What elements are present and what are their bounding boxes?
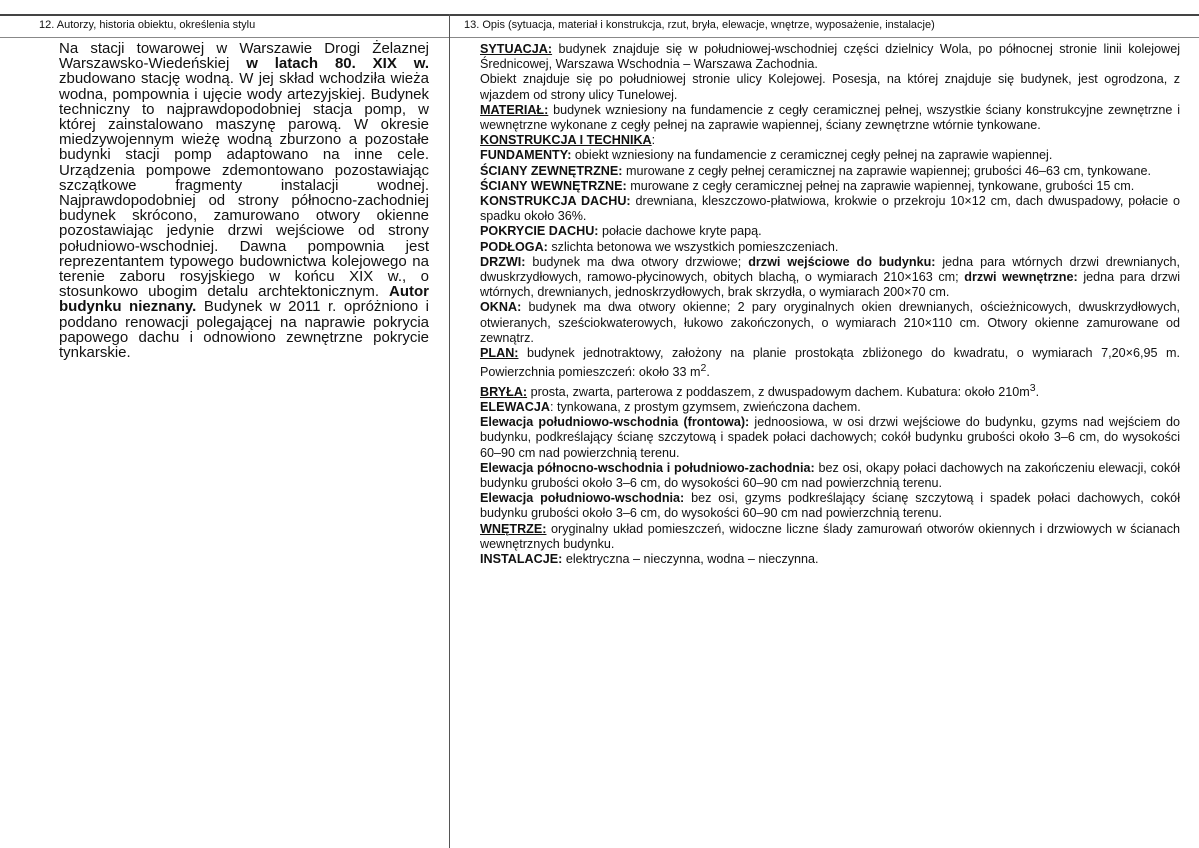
history-text	[59, 41, 429, 360]
right-header-separator	[450, 37, 1199, 38]
podloga-label: PODŁOGA:	[480, 239, 548, 254]
podloga-text: szlichta betonowa we wszystkich pomieszczeniach.	[547, 239, 839, 254]
column-divider	[449, 14, 450, 848]
pokrycie-label: POKRYCIE DACHU:	[480, 224, 599, 239]
bryla-superscript: 3	[1029, 381, 1036, 394]
instalacje-paragraph	[480, 552, 1180, 567]
description-text	[480, 42, 1180, 567]
top-border	[0, 14, 1199, 16]
plan-text: budynek jednotraktowy, założony na planie prostokąta zbliżonego do kwadratu, o wymiarach 7,20×6,95 m. Powierzchnia pomieszczeń: około 33 m	[480, 346, 1180, 380]
bold-author: Autor budynku nieznany.	[59, 283, 429, 316]
elewacja-pd2-paragraph	[480, 491, 1180, 521]
drzwi-text: budynek ma dwa otwory drzwiowe;	[525, 254, 749, 269]
elewacja-pd-wsch-text: jednoosiowa, w osi drzwi wejściowe do budynku, gzyms nad wejściem do budynku, podkreślający ścianę szczytową i spadek połaci dachowych; cokół budynku grubości około 3–6 cm, do wysokości 60–90 cm nad powierzchnią terenu.	[480, 415, 1180, 460]
left-header-separator	[0, 37, 449, 38]
elewacja-pd2-text: bez osi, gzyms podkreślający ścianę szczytową i spadek połaci dachowych, cokół budynku grubości około 3–6 cm, do wysokości 60–90 cm nad powierzchnią terenu.	[480, 491, 1180, 521]
sciany-wew-paragraph	[480, 179, 1180, 194]
elewacja-pn-label: Elewacja północno-wschodnia i południowo-zachodnia:	[480, 460, 815, 475]
sytuacja-label: SYTUACJA:	[480, 42, 553, 56]
drzwi-wew-label: drzwi wewnętrzne:	[964, 270, 1078, 285]
sciany-wew-label: ŚCIANY WEWNĘTRZNE:	[480, 178, 627, 193]
plan-superscript: 2	[700, 362, 707, 375]
bold-date: w latach 80. XIX w.	[246, 55, 429, 73]
instalacje-text: elektryczna – nieczynna, wodna – nieczynna.	[562, 552, 819, 567]
plan-label: PLAN:	[480, 346, 519, 361]
podloga-paragraph	[480, 240, 1180, 255]
konstrukcja-label: KONSTRUKCJA I TECHNIKA	[480, 133, 652, 148]
elewacja-pn-text: bez osi, okapy połaci dachowych na zakończeniu elewacji, cokół budynku grubości około 3–6 cm, do wysokości 60–90 cm nad powierzchnią terenu.	[480, 460, 1180, 491]
wnetrze-text: oryginalny układ pomieszczeń, widoczne liczne ślady zamurowań otworów okiennych i drzwiowych w ścianach wewnętrznych budynku.	[480, 521, 1180, 551]
sytuacja-text: budynek znajduje się w południowej-wschodniej części dzielnicy Wola, po północnej stronie linii kolejowej Średnicowej, Warszawa Wschodnia – Warszawa Zachodnia.	[480, 42, 1180, 72]
plan-paragraph	[480, 346, 1180, 381]
dach-text: drewniana, kleszczowo-płatwiowa, krokwie o przekroju 10×12 cm, dach dwuspadowy, połacie o spadku około 36%.	[480, 194, 1180, 224]
text-run: Budynek w 2011 r. opróżniono i poddano renowacji polegającej na naprawie pokrycia papowego dachu i odnowiono zewnętrzne pokrycie tynkarskie.	[59, 298, 429, 362]
history-paragraph	[59, 41, 429, 360]
elewacja-paragraph	[480, 400, 1180, 415]
text-run: Na stacji towarowej w Warszawie Drogi Żelaznej Warszawsko-Wiedeńskiej	[59, 40, 429, 73]
drzwi-wej-label: drzwi wejściowe do budynku:	[748, 254, 936, 269]
okna-paragraph	[480, 300, 1180, 346]
okna-text: budynek ma dwa otwory okienne; 2 pary oryginalnych okien drewnianych, ościeżnicowych, dwuskrzydłowych, otwieranych, sześciokwaterowych, łukowo zakończonych, o wymiarach 210×110 cm. Otwory okienne zamurowane od zewnątrz.	[480, 300, 1180, 345]
text-run: zbudowano stację wodną. W jej skład wchodziła wieża wodna, pompownia i ujęcie wody artezyjskiej. Budynek techniczny to najprawdopodobniej stacja pomp, w której zainstalowano maszynę parową. W okresie miedzywojennym wieżę wodną zburzono a pozostałe budynki stacji pomp adaptowano na inne cele. Urządzenia pompowe zdemontowano pozostawiając szczątkowe fragmenty instalacji wodnej. Najprawdopodobniej od strony północno-zachodniej budynek skrócono, zamurowano otwory okienne pozostawiając jedynie drzwi wejściowe od strony południowo-wschodniej. Dawna pompownia jest reprezentantem typowego budownictwa kolejowego na terenie zaboru rosyjskiego w końcu XIX w., o stosunkowo ubogim detalu archtektonicznym.	[59, 70, 429, 301]
bryla-text: prosta, zwarta, parterowa z poddaszem, z dwuspadowym dachem. Kubatura: około 210m	[527, 384, 1030, 399]
obiekt-text: Obiekt znajduje się po południowej stronie ulicy Kolejowej. Posesja, na której znajduje się budynek, jest ogrodzona, z wjazdem od strony ulicy Tunelowej.	[480, 72, 1180, 102]
okna-label: OKNA:	[480, 300, 522, 315]
material-text: budynek wzniesiony na fundamencie z cegły ceramicznej pełnej, wszystkie ściany konstrukcyjne zewnętrzne i wewnętrzne wykonane z cegły pełnej na zaprawie wapiennej, ściany zewnętrzne wtórnie tynkowane.	[480, 102, 1180, 133]
drzwi-label: DRZWI:	[480, 254, 526, 269]
instalacje-label: INSTALACJE:	[480, 552, 563, 567]
elewacja-text: : tynkowana, z prostym gzymsem, zwieńczona dachem.	[549, 400, 861, 415]
sciany-zew-label: ŚCIANY ZEWNĘTRZNE:	[480, 163, 623, 178]
material-paragraph	[480, 103, 1180, 133]
elewacja-pd-wsch-paragraph	[480, 415, 1180, 461]
elewacja-label: ELEWACJA	[480, 400, 550, 415]
elewacja-pn-paragraph	[480, 461, 1180, 491]
drzwi-paragraph	[480, 255, 1180, 301]
bryla-end: .	[1035, 384, 1040, 399]
plan-end: .	[706, 365, 710, 380]
pokrycie-paragraph	[480, 224, 1180, 239]
obiekt-paragraph	[480, 72, 1180, 102]
section-12-header: 12. Autorzy, historia obiektu, określenia stylu	[39, 19, 256, 31]
konstrukcja-heading	[480, 133, 1180, 148]
drzwi-text: jedna para wtórnych drzwi drewnianych, dwuskrzydłowych, ramowo-płycinowych, obitych blachą, o wymiarach 210×163 cm;	[480, 254, 1180, 285]
sytuacja-paragraph	[480, 42, 1180, 72]
fundamenty-paragraph	[480, 148, 1180, 163]
konstrukcja-colon: :	[651, 133, 656, 148]
sciany-wew-text: murowane z cegły ceramicznej pełnej na zaprawie wapiennej, tynkowane, grubości 15 cm.	[626, 178, 1135, 193]
elewacja-pd-wsch-label: Elewacja południowo-wschodnia (frontowa):	[480, 415, 750, 430]
fundamenty-label: FUNDAMENTY:	[480, 148, 572, 163]
drzwi-text: jedna para drzwi wtórnych, drewnianych, jednoskrzydłowych, brak skrzydła, o wymiarach 200×70 cm.	[480, 270, 1181, 300]
section-13-header: 13. Opis (sytuacja, materiał i konstrukcja, rzut, bryła, elewacje, wnętrze, wyposażenie, instalacje)	[464, 19, 935, 31]
elewacja-pd2-label: Elewacja południowo-wschodnia:	[480, 491, 685, 506]
dach-paragraph	[480, 194, 1180, 224]
bryla-label: BRYŁA:	[480, 384, 528, 399]
sciany-zew-paragraph	[480, 164, 1180, 179]
wnetrze-label: WNĘTRZE:	[480, 521, 547, 536]
material-label: MATERIAŁ:	[480, 102, 549, 117]
sciany-zew-text: murowane z cegły pełnej ceramicznej na zaprawie wapiennej; grubości 46–63 cm, tynkowane.	[622, 163, 1152, 178]
dach-label: KONSTRUKCJA DACHU:	[480, 194, 631, 209]
pokrycie-text: połacie dachowe kryte papą.	[598, 224, 762, 239]
wnetrze-paragraph	[480, 522, 1180, 552]
bryla-paragraph	[480, 381, 1180, 400]
fundamenty-text: obiekt wzniesiony na fundamencie z ceramicznej cegły pełnej na zaprawie wapiennej.	[571, 148, 1053, 163]
